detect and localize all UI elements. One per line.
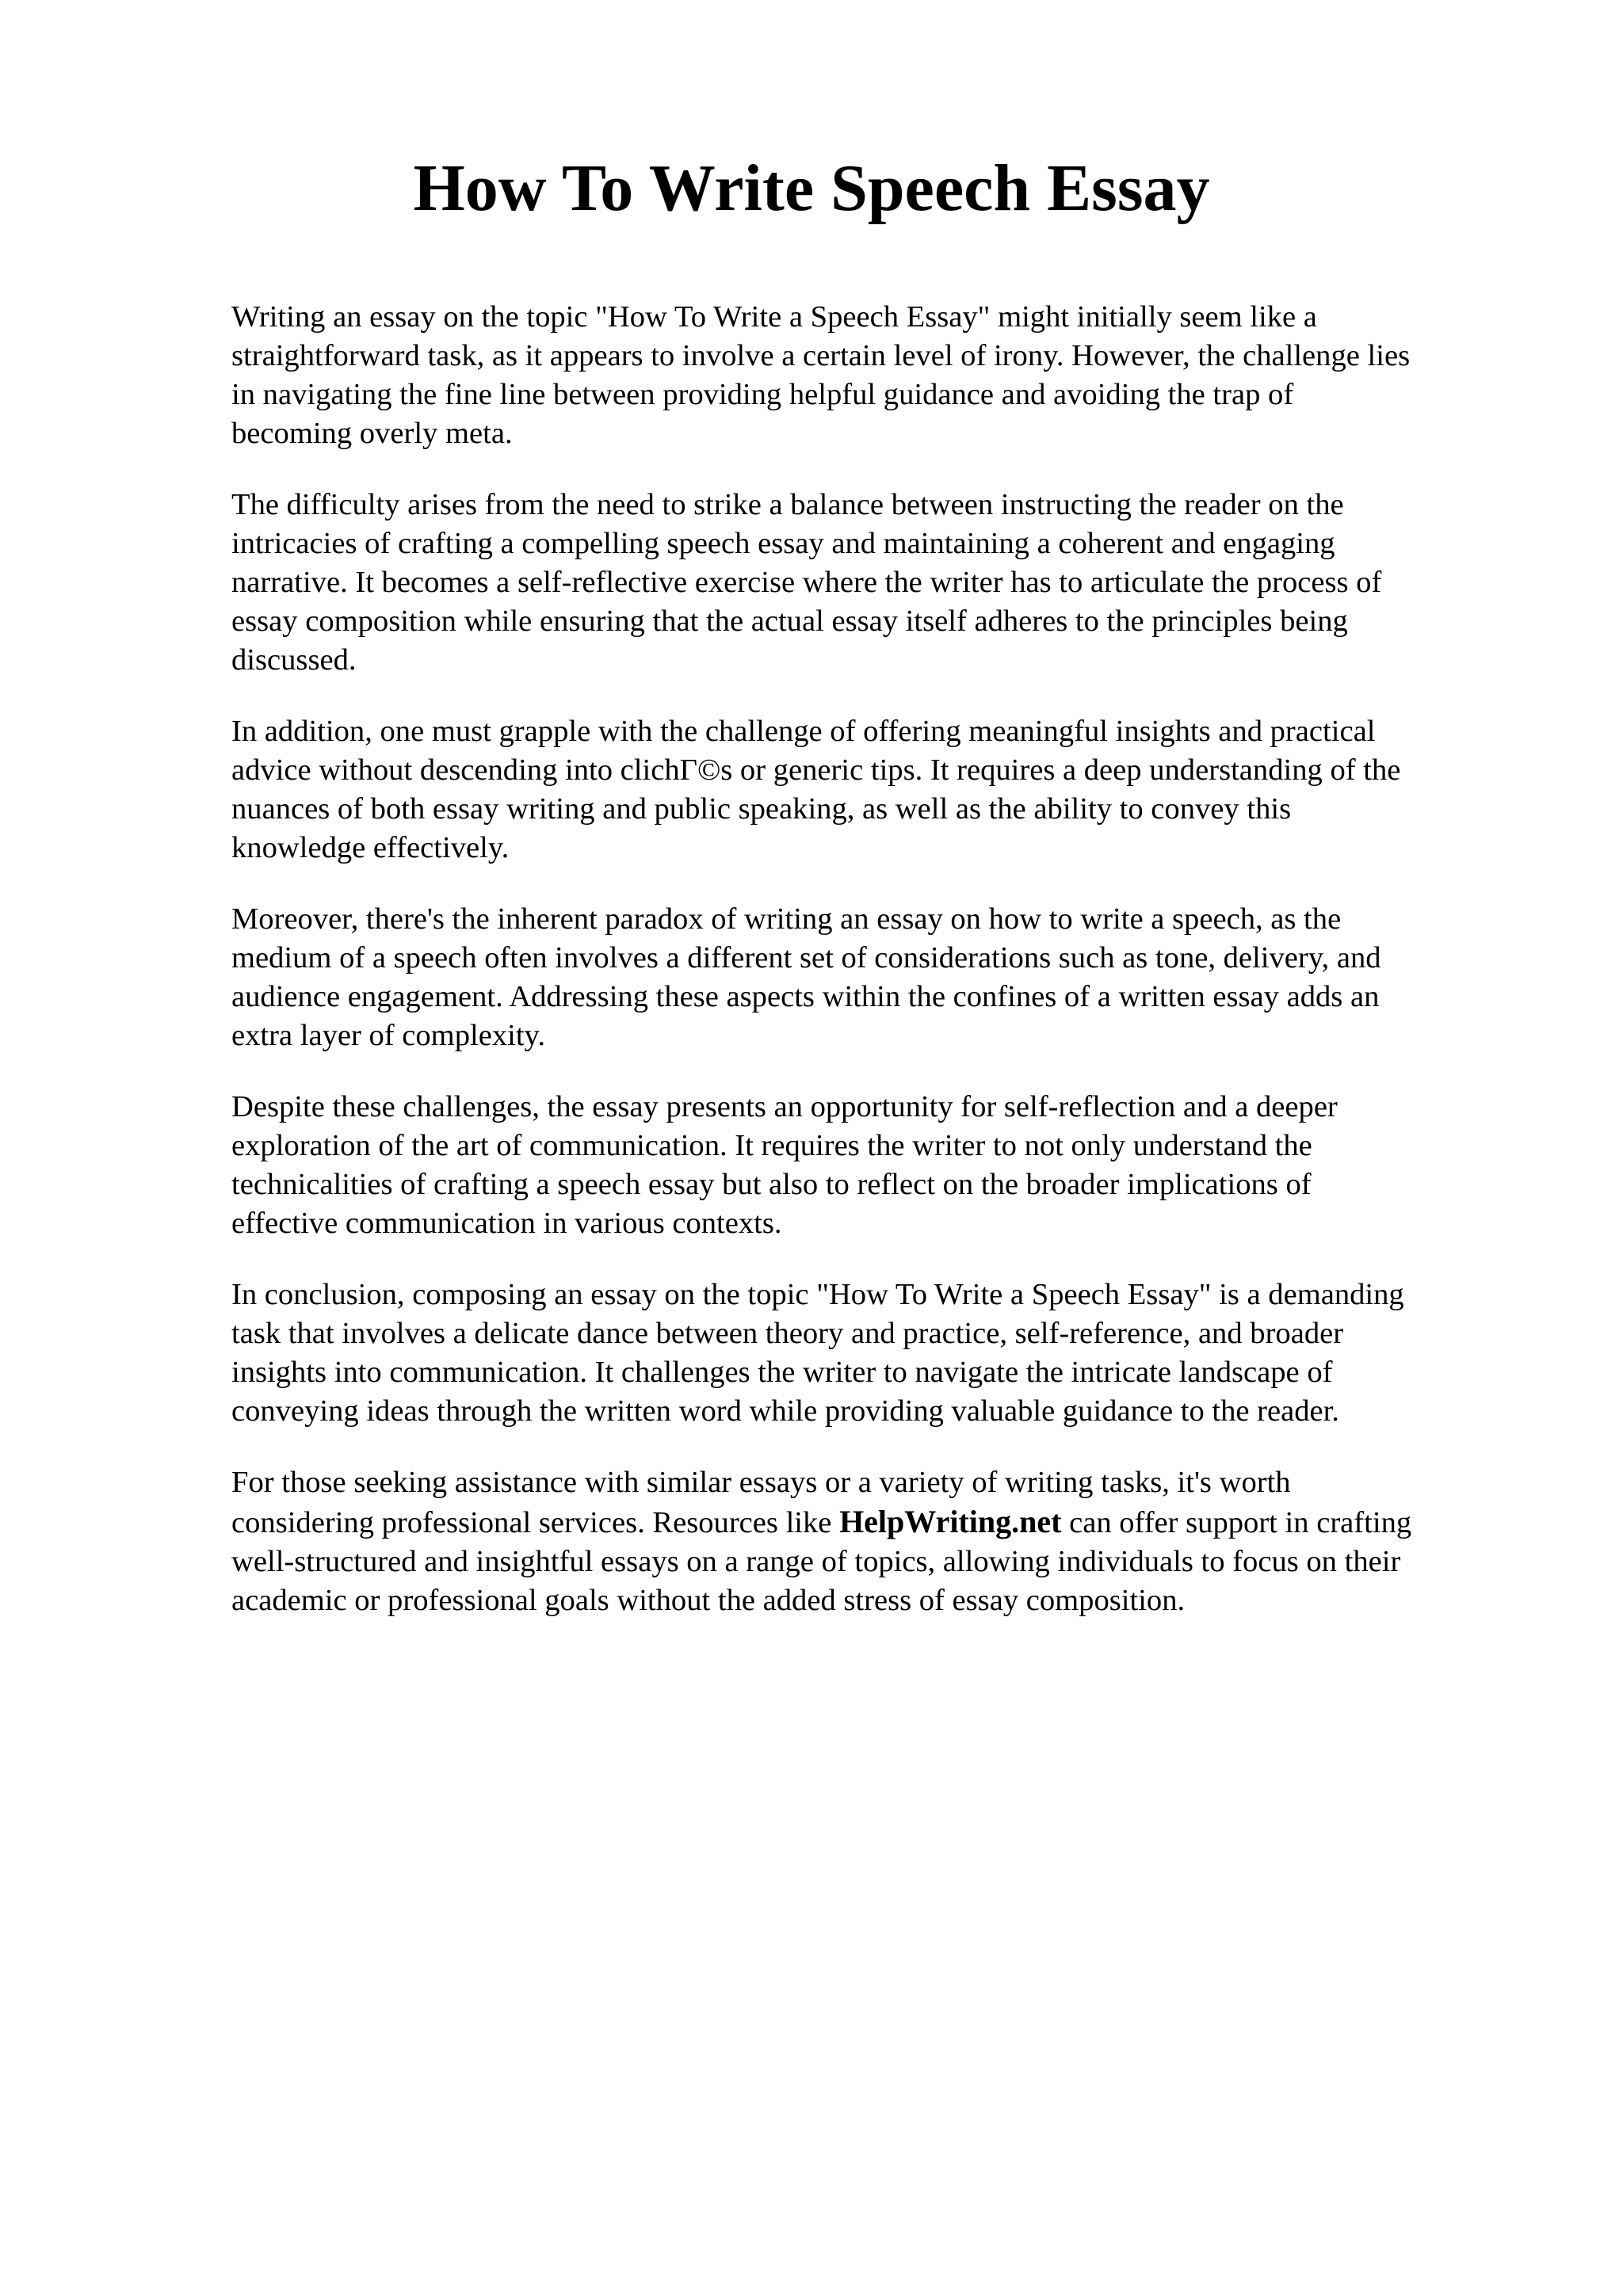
paragraph-line: knowledge effectively. (231, 831, 510, 864)
paragraph-line: In conclusion, composing an essay on the topic "How To Write a Speech Essay" is a demanding (231, 1278, 1404, 1311)
paragraph-2 (231, 486, 1515, 680)
paragraph-line: medium of a speech often involves a different set of considerations such as tone, delivery, and (231, 941, 1381, 974)
paragraph-6 (231, 1276, 1515, 1431)
paragraph-5 (231, 1088, 1515, 1243)
paragraph-line: technicalities of crafting a speech essay but also to reflect on the broader implications of (231, 1168, 1312, 1201)
paragraph-line: For those seeking assistance with similar essays or a variety of writing tasks, it's worth (231, 1466, 1291, 1499)
closing-text-before-brand: considering professional services. Resources like (231, 1506, 840, 1539)
paragraph-line: Moreover, there's the inherent paradox of writing an essay on how to write a speech, as the (231, 902, 1342, 936)
paragraph-line: Despite these challenges, the essay presents an opportunity for self-reflection and a deeper (231, 1090, 1338, 1123)
paragraph-line: well-structured and insightful essays on a range of topics, allowing individuals to focus on their (231, 1545, 1401, 1578)
paragraph-line: exploration of the art of communication. It requires the writer to not only understand the (231, 1129, 1312, 1162)
paragraph-line: insights into communication. It challenges the writer to navigate the intricate landscape of (231, 1356, 1333, 1389)
paragraph-line: essay composition while ensuring that the actual essay itself adheres to the principles being (231, 605, 1348, 638)
paragraph-line: discussed. (231, 643, 357, 677)
paragraph-line: advice without descending into clichГ©s or generic tips. It requires a deep understanding of the (231, 753, 1401, 787)
paragraph-line: straightforward task, as it appears to involve a certain level of irony. However, the challenge lies (231, 339, 1411, 372)
paragraph-line: task that involves a delicate dance between theory and practice, self-reference, and broader (231, 1317, 1344, 1350)
paragraph-line: in navigating the fine line between providing helpful guidance and avoiding the trap of (231, 378, 1294, 411)
document-title: How To Write Speech Essay (413, 151, 1210, 225)
document-body (231, 298, 1515, 1653)
paragraph-line: effective communication in various contexts. (231, 1207, 782, 1240)
closing-text-after-brand: can offer support in crafting (1061, 1506, 1412, 1539)
paragraph-3 (231, 712, 1515, 868)
brand-name: HelpWriting.net (839, 1504, 1062, 1539)
paragraph-4 (231, 900, 1515, 1055)
paragraph-line: intricacies of crafting a compelling speech essay and maintaining a coherent and engaging (231, 527, 1335, 560)
paragraph-1 (231, 298, 1515, 453)
paragraph-line: becoming overly meta. (231, 417, 513, 450)
paragraph-line: audience engagement. Addressing these aspects within the confines of a written essay adds an (231, 980, 1380, 1013)
paragraph-line: academic or professional goals without the added stress of essay composition. (231, 1584, 1186, 1617)
paragraph-line-with-brand (231, 1502, 1515, 1543)
paragraph-closing (231, 1463, 1515, 1620)
paragraph-line: narrative. It becomes a self-reflective exercise where the writer has to articulate the process of (231, 566, 1382, 599)
paragraph-line: extra layer of complexity. (231, 1019, 545, 1052)
paragraph-line: nuances of both essay writing and public speaking, as well as the ability to convey this (231, 792, 1292, 826)
paragraph-line: Writing an essay on the topic "How To Write a Speech Essay" might initially seem like a (231, 300, 1317, 334)
paragraph-line: The difficulty arises from the need to strike a balance between instructing the reader on the (231, 488, 1344, 521)
paragraph-line: conveying ideas through the written word while providing valuable guidance to the reader. (231, 1394, 1340, 1428)
paragraph-line: In addition, one must grapple with the challenge of offering meaningful insights and practical (231, 715, 1376, 748)
